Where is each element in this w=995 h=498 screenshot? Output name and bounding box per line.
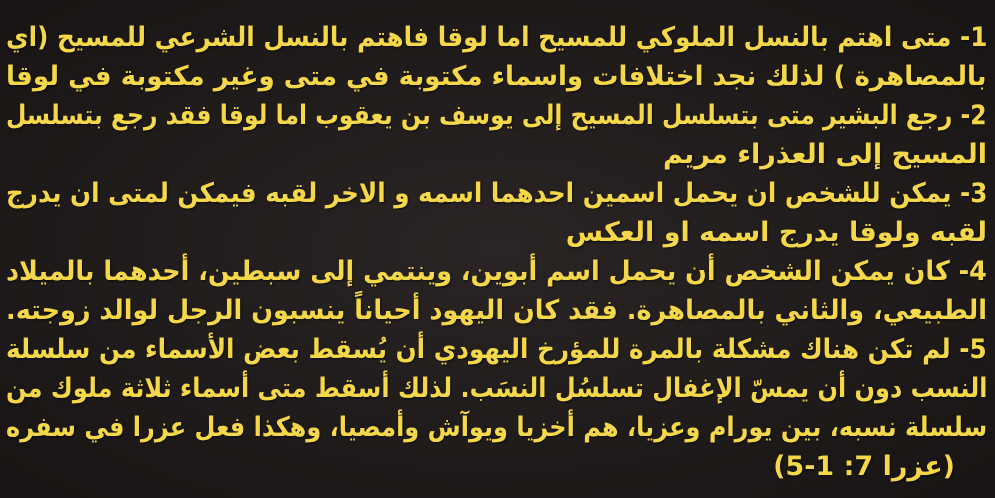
text-line-2: بالمصاهرة ) لذلك نجد اختلافات واسماء مكتوبة في متى وغير مكتوبة في لوقا xyxy=(6,61,987,92)
text-line-1: 1- متى اهتم بالنسل الملوكي للمسيح اما لوقا فاهتم بالنسل الشرعي للمسيح (اي xyxy=(5,22,987,53)
text-line-11: سلسلة نسبه، بين يورام وعزيا، هم أخزيا ويوآش وأمصيا، وهكذا فعل عزرا في سفره xyxy=(5,412,987,443)
text-line-4: المسيح إلى العذراء مريم xyxy=(662,139,987,170)
text-line-10: النسب دون أن يمسّ الإغفال تسلسُل النسَب. لذلك أسقط متى أسماء ثلاثة ملوك من xyxy=(5,373,987,404)
text-line-12: (عزرا 7: 1-5) xyxy=(773,451,955,482)
text-line-6: لقبه ولوقا يدرج اسمه او العكس xyxy=(565,217,987,248)
text-line-9: 5- لم تكن هناك مشكلة بالمرة للمؤرخ اليهودي أن يُسقط بعض الأسماء من سلسلة xyxy=(6,334,987,365)
text-line-3: 2- رجع البشير متى بتسلسل المسيح إلى يوسف بن يعقوب اما لوقا فقد رجع بتسلسل xyxy=(6,100,987,131)
text-line-8: الطبيعي، والثاني بالمصاهرة. فقد كان اليهود أحياناً ينسبون الرجل لوالد زوجته. xyxy=(6,295,987,326)
text-line-5: 3- يمكن للشخص ان يحمل اسمين احدهما اسمه و الاخر لقبه فيمكن لمتى ان يدرج xyxy=(5,178,987,209)
text-line-7: 4- كان يمكن الشخص أن يحمل اسم أبوين، وينتمي إلى سبطين، أحدهما بالميلاد xyxy=(6,256,987,287)
